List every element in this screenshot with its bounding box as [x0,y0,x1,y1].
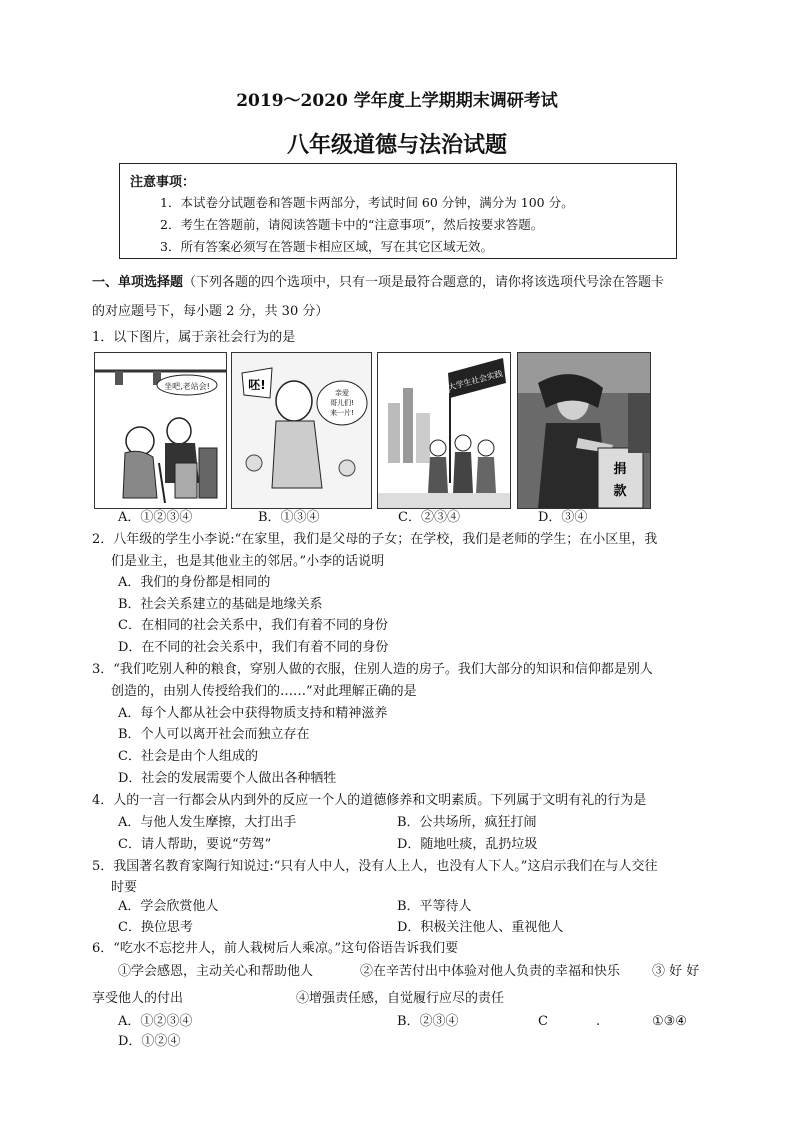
pic2-bubble-3: 来一片! [330,409,354,417]
q6-statement-3b: 享受他人的付出 [92,991,184,1006]
q2-stem-2: 们是业主，也是其他业主的邻居。”小李的话说明 [111,554,385,569]
section1-desc-2: 的对应题号下，每小题 2 分，共 30 分） [92,304,329,319]
notice-heading: 注意事项： [130,175,196,190]
pic4-box-text-1: 捐 [613,462,627,477]
q2-stem-1: 2．八年级的学生小李说:“在家里，我们是父母的子女；在学校，我们是老师的学生；在小区里，我 [92,532,658,547]
q4-option-b: B．公共场所，疯狂打闹 [397,815,537,830]
q2-option-a: A．我们的身份都是相同的 [118,575,271,590]
social-practice-illustration [378,353,510,508]
section1-heading: 一、单项选择题 [92,275,184,290]
pic2-shout: 呸! [248,378,266,392]
q4-stem: 4．人的一言一行都会从内到外的反应一个人的道德修养和文明素质。下列属于文明有礼的行为是 [92,793,647,808]
donation-photo [518,353,650,508]
q1-option-d: D．③④ [538,510,588,525]
q6-option-c-letter: C [538,1014,548,1029]
notice-item-3: 3．所有答案必须写在答题卡相应区域，写在其它区域无效。 [160,239,493,254]
q3-option-b: B．个人可以离开社会而独立存在 [118,727,310,742]
q5-option-d: D．积极关注他人、重视他人 [397,920,564,935]
q5-option-a: A．学会欣赏他人 [118,899,219,914]
q6-statement-1: ①学会感恩，主动关心和帮助他人 [118,964,314,979]
q4-option-c: C．请人帮助，要说“劳驾” [118,837,272,852]
q5-stem-2: 时要 [111,880,138,895]
q5-option-c: C．换位思考 [118,920,193,935]
q6-option-c-text: ①③④ [652,1014,687,1029]
pic1-bubble: 坐吧,老站会! [164,382,210,391]
q2-option-c: C．在相同的社会关系中，我们有着不同的身份 [118,618,388,633]
q1-picture-2 [231,352,372,509]
q6-statement-4: ④增强责任感，自觉履行应尽的责任 [296,991,505,1006]
q2-option-b: B．社会关系建立的基础是地缘关系 [118,597,323,612]
q1-picture-1 [94,352,227,509]
pic3-banner: 大学生社会实践 [447,368,504,393]
q6-option-a: A．①②③④ [118,1014,193,1029]
q1-option-b: B．①③④ [258,510,320,525]
q1-option-c: C．②③④ [398,510,460,525]
notice-box [119,163,677,259]
notice-item-1: 1．本试卷分试题卷和答题卡两部分，考试时间 60 分钟，满分为 100 分。 [160,195,574,210]
notice-item-2: 2．考生在答题前，请阅读答题卡中的“注意事项”，然后按要求答题。 [160,217,544,232]
q2-option-d: D．在不同的社会关系中，我们有着不同的身份 [118,640,389,655]
pic4-box-text-2: 款 [613,484,627,499]
q5-option-b: B．平等待人 [397,899,472,914]
q1-stem: 1．以下图片，属于亲社会行为的是 [92,330,296,345]
q6-option-d: D．①②④ [118,1034,181,1049]
q6-statement-3a: ③ 好 好 [652,964,700,979]
spitting-illustration [232,353,371,508]
q6-stem: 6．“吃水不忘挖井人，前人栽树后人乘凉。”这句俗语告诉我们要 [92,941,459,956]
q6-statement-2: ②在辛苦付出中体验对他人负责的幸福和快乐 [360,964,621,979]
q3-option-d: D．社会的发展需要个人做出各种牺牲 [118,771,337,786]
q1-picture-3 [377,352,511,509]
q1-option-a: A．①②③④ [118,510,193,525]
q4-option-d: D．随地吐痰，乱扔垃圾 [397,837,538,852]
q4-option-a: A．与他人发生摩擦，大打出手 [118,815,297,830]
q3-option-c: C．社会是由个人组成的 [118,749,258,764]
q3-stem-1: 3．“我们吃别人种的粮食，穿别人做的衣服，住别人造的房子。我们大部分的知识和信仰都是别人 [92,662,653,677]
q1-picture-4 [517,352,651,509]
exam-title: 2019～2020 学年度上学期期末调研考试 [236,91,558,111]
pic2-bubble-2: 哥儿们! [330,399,354,407]
section1-desc-1: （下列各题的四个选项中，只有一项是最符合题意的，请你将该选项代号涂在答题卡 [183,275,665,290]
bus-seat-illustration [95,353,226,508]
q6-option-b: B．②③④ [397,1014,459,1029]
q3-stem-2: 创造的，由别人传授给我们的……”对此理解正确的是 [111,684,417,699]
q6-option-c-dot: . [596,1014,601,1029]
q3-option-a: A．每个人都从社会中获得物质支持和精神滋养 [118,706,388,721]
pic2-bubble-1: 亲爱 [335,389,349,397]
exam-subtitle: 八年级道德与法治试题 [286,133,507,158]
q5-stem-1: 5．我国著名教育家陶行知说过:“只有人中人，没有人上人，也没有人下人。”这启示我们在与人交往 [92,859,658,874]
section1-line1 [92,274,664,292]
